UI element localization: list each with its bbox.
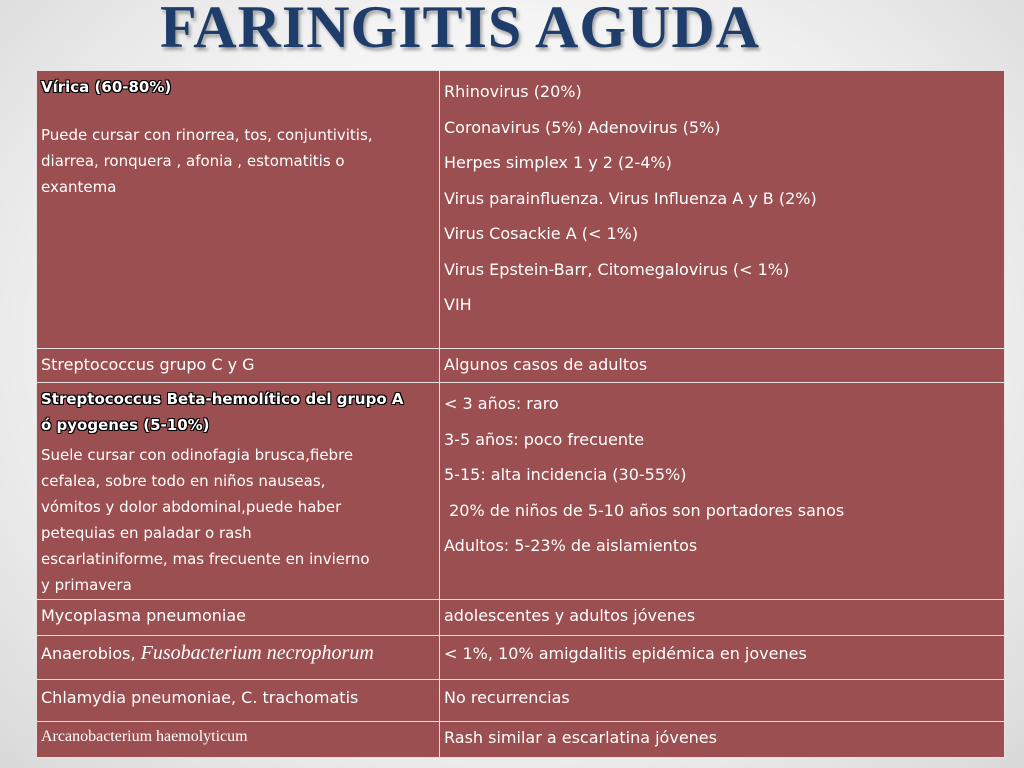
- viral-desc-line: diarrea, ronquera , afonia , estomatitis o: [41, 152, 345, 170]
- viral-desc-line: exantema: [41, 178, 117, 196]
- slide-title: FARINGITIS AGUDA: [160, 0, 760, 60]
- incidence-line: 20% de niños de 5-10 años son portadores sanos: [444, 500, 845, 520]
- viral-agent-line: VIH: [444, 295, 472, 314]
- cell-viral-description: [37, 71, 440, 349]
- viral-agent-line: Virus Epstein-Barr, Citomegalovirus (< 1%): [444, 259, 790, 279]
- incidence-line: < 3 años: raro: [444, 394, 559, 413]
- incidence-line: 3-5 años: poco frecuente: [444, 429, 645, 449]
- viral-agent-line: Herpes simplex 1 y 2 (2-4%): [444, 153, 672, 172]
- strep-a-header-line: Streptococcus Beta-hemolítico del grupo A: [41, 390, 404, 408]
- cell-chlamydia-note: No recurrencias: [440, 680, 1005, 722]
- cell-chlamydia-name: Chlamydia pneumoniae, C. trachomatis: [37, 680, 440, 722]
- viral-header: Vírica (60-80%): [41, 78, 172, 96]
- strep-a-desc-line: y primavera: [41, 576, 132, 594]
- table-row-chlamydia: [37, 680, 1005, 722]
- table-row-anaerobios: [37, 636, 1005, 680]
- cell-anaerobios-name: [37, 636, 440, 680]
- anaerobios-species: Fusobacterium necrophorum: [140, 642, 374, 664]
- viral-agent-line: Coronavirus (5%) Adenovirus (5%): [444, 117, 721, 137]
- cell-mycoplasma-name: Mycoplasma pneumoniae: [37, 600, 440, 636]
- table-row-arcanobacterium: [37, 722, 1005, 758]
- cell-viral-agents: [440, 71, 1005, 349]
- table-row-viral: [37, 71, 1005, 349]
- incidence-line: 5-15: alta incidencia (30-55%): [444, 465, 687, 484]
- strep-a-desc-line: escarlatiniforme, mas frecuente en invierno: [41, 550, 370, 568]
- viral-agent-line: Rhinovirus (20%): [444, 82, 582, 101]
- viral-agent-line: Virus parainfluenza. Virus Influenza A y B (2%): [444, 188, 817, 208]
- strep-a-desc-line: cefalea, sobre todo en niños nauseas,: [41, 472, 326, 490]
- cell-arcanobacterium-name: Arcanobacterium haemolyticum: [37, 722, 440, 758]
- table-row-strep-a: [37, 383, 1005, 600]
- strep-a-desc-line: Suele cursar con odinofagia brusca,fiebre: [41, 446, 354, 464]
- table-row-strep-cg: [37, 349, 1005, 383]
- cell-strep-cg-note: Algunos casos de adultos: [440, 349, 1005, 383]
- incidence-line: Adultos: 5-23% de aislamientos: [444, 536, 698, 555]
- anaerobios-prefix: Anaerobios,: [41, 644, 141, 663]
- cell-arcanobacterium-note: Rash similar a escarlatina jóvenes: [440, 722, 1005, 758]
- viral-agent-line: Virus Cosackie A (< 1%): [444, 224, 639, 243]
- cell-strep-a-incidence: [440, 383, 1005, 600]
- cell-strep-a-description: [37, 383, 440, 600]
- viral-desc-line: Puede cursar con rinorrea, tos, conjuntivitis,: [41, 126, 373, 144]
- strep-a-desc-line: petequias en paladar o rash: [41, 524, 252, 542]
- cell-anaerobios-note: < 1%, 10% amigdalitis epidémica en jovenes: [440, 636, 1005, 680]
- cell-mycoplasma-note: adolescentes y adultos jóvenes: [440, 600, 1005, 636]
- cell-strep-cg-name: Streptococcus grupo C y G: [37, 349, 440, 383]
- table-row-mycoplasma: [37, 600, 1005, 636]
- strep-a-header-line: ó pyogenes (5-10%): [41, 416, 210, 434]
- etiology-table: [36, 70, 1005, 758]
- strep-a-desc-line: vómitos y dolor abdominal,puede haber: [41, 498, 342, 516]
